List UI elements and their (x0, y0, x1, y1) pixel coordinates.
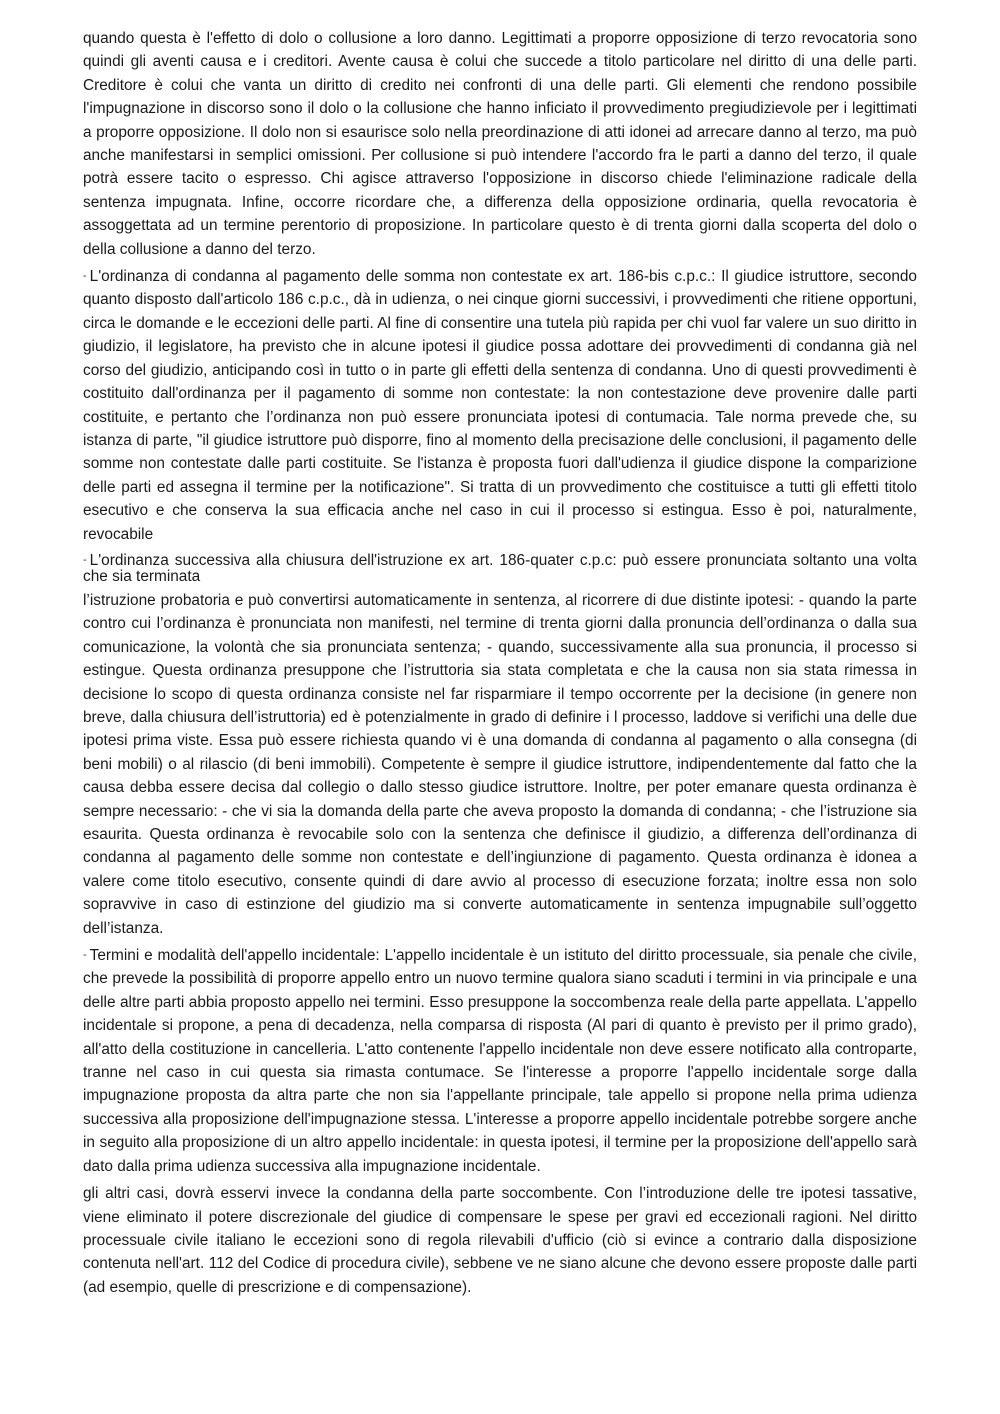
paragraph-text: L'ordinanza di condanna al pagamento delle somma non contestate ex art. 186-bis c.p.c.: Il giudice istruttore, secondo quanto disposto dall'articolo 186 c.p.c., dà in udienza, o nei cinque giorni successivi, i provvedimenti che ritiene opportuni, circa le domande e le eccezioni delle parti. Al fine di consentire una tutela più rapida per chi vuol far valere un suo diritto in giudizio, il legislatore, ha previsto che in alcune ipotesi il giudice possa adottare dei provvedimenti di condanna già nel corso del giudizio, anticipando così in tutto o in parte gli effetti della sentenza di condanna. Uno di questi provvedimenti è costituito dall'ordinanza per il pagamento di somme non contestate: la non contestazione deve provenire dalle parti costituite, e pertanto che l’ordinanza non può essere pronunciata ipotesi di contumacia. Tale norma prevede che, su istanza di parte, "il giudice istruttore può disporre, fino al momento della precisazione delle conclusioni, il pagamento delle somme non contestate dalle parti costituite. Se l'istanza è proposta fuori dall'udienza il giudice dispone la comparizione delle parti ed assegna il termine per la notificazione". Si tratta di un provvedimento che costituisce a tutti gli effetti titolo esecutivo e che conserva la sua efficacia anche nel caso in cui il processo si estingua. Esso è poi, naturalmente, revocabile (83, 268, 917, 543)
paragraph-opposizione-revocatoria (83, 27, 917, 261)
paragraph-text: quando questa è l'effetto di dolo o collusione a loro danno. Legittimati a proporre opposizione di terzo revocatoria sono quindi gli aventi causa e i creditori. Avente causa è colui che succede a titolo particolare nel diritto di una delle parti. Creditore è colui che vanta un diritto di credito nei confronti di una delle parti. Gli elementi che rendono possibile l'impugnazione in discorso sono il dolo o la collusione che hanno inficiato il provvedimento pregiudizievole per i legittimati a proporre opposizione. Il dolo non si esaurisce solo nella preordinazione di atti idonei ad arrecare danno al terzo, ma può anche manifestarsi in semplici omissioni. Per collusione si può intendere l'accordo fra le parti a danno del terzo, il quale potrà essere tacito o espresso. Chi agisce attraverso l'opposizione in discorso chiede l'eliminazione radicale della sentenza impugnata. Infine, occorre ricordare che, a differenza della opposizione ordinaria, quella revocatoria è assoggettata ad un termine perentorio di proposizione. In particolare questo è di trenta giorni dalla scoperta del dolo o della collusione a danno del terzo. (83, 30, 917, 258)
document-page (83, 27, 917, 1299)
paragraph-text: Termini e modalità dell'appello incidentale: L'appello incidentale è un istituto del diritto processuale, sia penale che civile, che prevede la possibilità di proporre appello entro un nuovo termine qualora siano scaduti i termini in via principale e una delle altre parti abbia proposto appello nei termini. Esso presuppone la soccombenza reale della parte appellata. L'appello incidentale si propone, a pena di decadenza, nella comparsa di risposta (Al pari di quanto è previsto per il primo grado), all'atto della costituzione in cancelleria. L'atto contenente l'appello incidentale non deve essere notificato alla controparte, tranne nel caso in cui questa sia rimasta contumace. Se l'interesse a proporre l'appello incidentale sorge dalla impugnazione proposta da altra parte che non sia l'appellante principale, tale appello si propone nella prima udienza successiva alla proposizione dell'impugnazione stessa. L'interesse a proporre appello incidentale potrebbe sorgere anche in seguito alla proposizione di un altro appello incidentale: in questa ipotesi, il termine per la proposizione dell'appello sarà dato dalla prima udienza successiva alla impugnazione incidentale. (83, 947, 917, 1175)
paragraph-ordinanza-186-quater-heading (83, 552, 917, 585)
paragraph-text: L'ordinanza successiva alla chiusura dell'istruzione ex art. 186-quater c.p.c: può essere pronunciata soltanto una volta che sia terminata (83, 551, 917, 585)
paragraph-condanna-spese (83, 1182, 917, 1299)
paragraph-ordinanza-186-quater (83, 589, 917, 940)
bullet-dash: - (83, 949, 87, 962)
paragraph-ordinanza-186-bis (83, 265, 917, 546)
paragraph-text: gli altri casi, dovrà esservi invece la condanna della parte soccombente. Con l’introduzione delle tre ipotesi tassative, viene eliminato il potere discrezionale del giudice di compensare le spese per gravi ed eccezionali ragioni. Nel diritto processuale civile italiano le eccezioni sono di regola rilevabili d'ufficio (ciò si evince a contrario dalla disposizione contenuta nell'art. 112 del Codice di procedura civile), sebbene ve ne siano alcune che devono essere proposte dalle parti (ad esempio, quelle di prescrizione e di compensazione). (83, 1185, 917, 1296)
bullet-dash: - (83, 270, 87, 283)
paragraph-text: l’istruzione probatoria e può convertirsi automaticamente in sentenza, al ricorrere di due distinte ipotesi: - quando la parte contro cui l’ordinanza è pronunciata non manifesti, nel termine di trenta giorni dalla pronuncia dell’ordinanza o dalla sua comunicazione, la volontà che sia pronunciata sentenza; - quando, successivamente alla sua pronuncia, il processo si estingue. Questa ordinanza presuppone che l’istruttoria sia stata completata e che la causa non sia stata rimessa in decisione lo scopo di questa ordinanza consiste nel far risparmiare il tempo occorrente per la decisione (in genere non breve, dalla chiusura dell’istruttoria) ed è potenzialmente in grado di definire i l processo, laddove si verifichi una delle due ipotesi prima viste. Essa può essere richiesta quando vi è una domanda di condanna al pagamento o alla consegna (di beni mobili) o al rilascio (di beni immobili). Competente è sempre il giudice istruttore, indipendentemente dal fatto che la causa debba essere decisa dal collegio o dallo stesso giudice istruttore. Inoltre, per poter emanare questa ordinanza è sempre necessario: - che vi sia la domanda della parte che aveva proposto la domanda di condanna; - che l’istruzione sia esaurita. Questa ordinanza è revocabile solo con la sentenza che definisce il giudizio, a differenza dell’ordinanza di condanna al pagamento delle somme non contestate e dell’ingiunzione di pagamento. Questa ordinanza è idonea a valere come titolo esecutivo, consente quindi di dare avvio al processo di esecuzione forzata; inoltre essa non solo sopravvive in caso di estinzione del giudizio ma si converte automaticamente in sentenza impugnabile sull’oggetto dell’istanza. (83, 591, 917, 937)
bullet-dash: - (83, 553, 87, 566)
paragraph-appello-incidentale (83, 944, 917, 1178)
